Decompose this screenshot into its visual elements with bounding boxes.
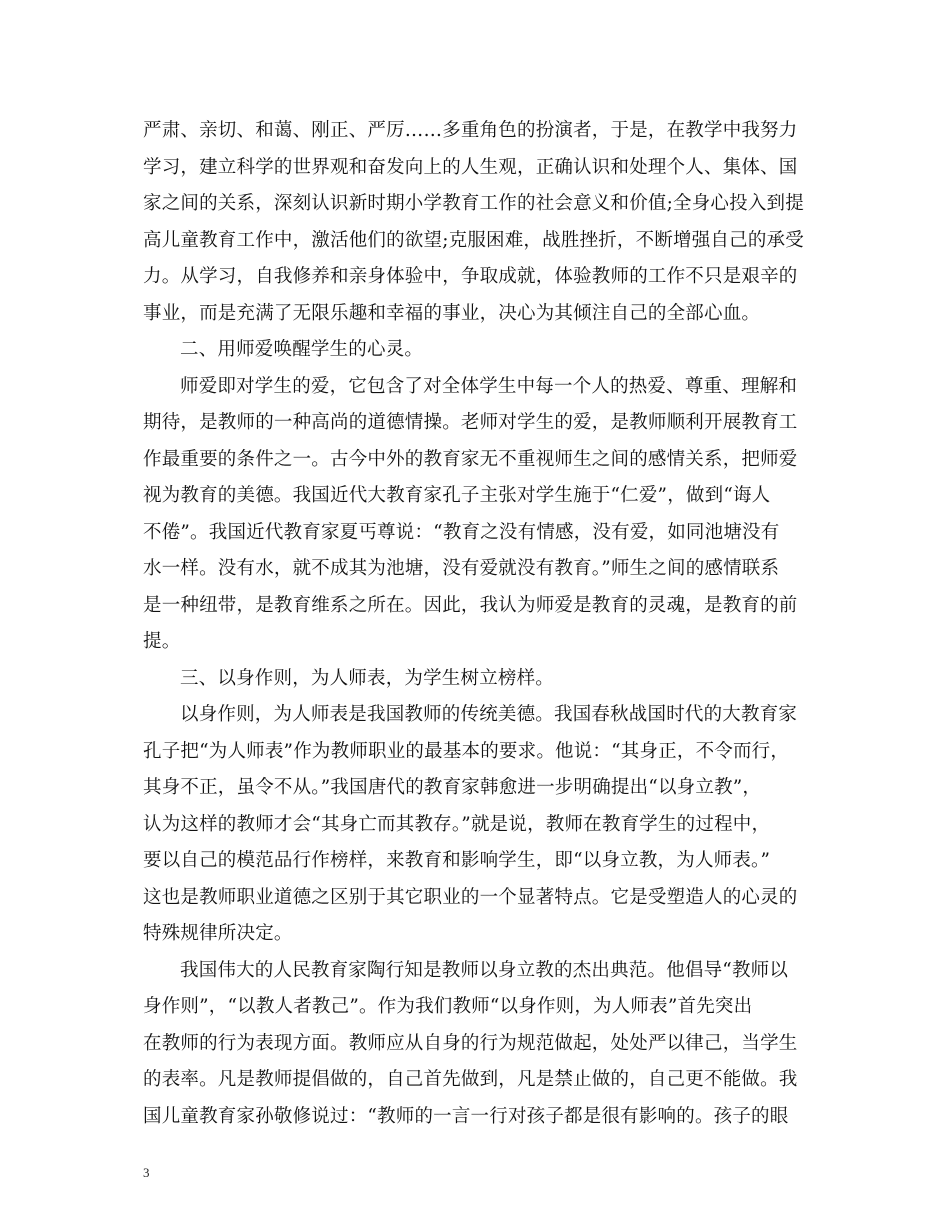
- text-line: 作最重要的条件之一。古今中外的教育家无不重视师生之间的感情关系，把师爱: [143, 448, 798, 470]
- text-line: 高儿童教育工作中，激活他们的欲望;克服困难，战胜挫折，不断增强自己的承受: [143, 229, 804, 251]
- text-line: 认为这样的教师才会“其身亡而其教存。”就是说，教师在教育学生的过程中，: [143, 813, 771, 835]
- text-line: 在教师的行为表现方面。教师应从自身的行为规范做起，处处严以律己，当学生: [143, 1032, 798, 1054]
- text-line: 师爱即对学生的爱，它包含了对全体学生中每一个人的热爱、尊重、理解和: [180, 375, 798, 397]
- text-line: 三、以身作则，为人师表，为学生树立榜样。: [180, 667, 555, 689]
- text-line: 严肃、亲切、和蔼、刚正、严厉……多重角色的扮演者，于是，在教学中我努力: [143, 120, 798, 141]
- text-line: 事业，而是充满了无限乐趣和幸福的事业，决心为其倾注自己的全部心血。: [143, 302, 761, 324]
- text-line: 提。: [143, 631, 181, 652]
- body-text: [143, 113, 823, 1135]
- text-line: 不倦”。我国近代教育家夏丐尊说：“教育之没有情感，没有爱，如同池塘没有: [143, 521, 780, 543]
- text-line: 力。从学习，自我修养和亲身体验中，争取成就，体验教师的工作不只是艰辛的: [143, 266, 798, 287]
- text-line: 视为教育的美德。我国近代大教育家孔子主张对学生施于“仁爱”，做到“诲人: [143, 485, 771, 506]
- text-line: 期待，是教师的一种高尚的道德情操。老师对学生的爱，是教师顺利开展教育工: [143, 412, 798, 433]
- text-line: 我国伟大的人民教育家陶行知是教师以身立教的杰出典范。他倡导“教师以: [180, 959, 789, 981]
- text-line: 特殊规律所决定。: [143, 923, 293, 944]
- text-line: 孔子把“为人师表”作为教师职业的最基本的要求。他说：“其身正，不令而行，: [143, 740, 790, 762]
- text-line: 家之间的关系，深刻认识新时期小学教育工作的社会意义和价值;全身心投入到提: [143, 193, 804, 214]
- text-line: 以身作则，为人师表是我国教师的传统美德。我国春秋战国时代的大教育家: [180, 704, 798, 725]
- page-number: 3: [143, 1165, 150, 1180]
- text-line: 水一样。没有水，就不成其为池塘，没有爱就没有教育。”师生之间的感情联系: [143, 558, 780, 579]
- text-line: 身作则”，“以教人者教己”。作为我们教师“以身作则，为人师表”首先突出: [143, 996, 753, 1017]
- text-line: 其身不正，虽令不从。”我国唐代的教育家韩愈进一步明确提出“以身立教”，: [143, 777, 762, 798]
- text-line: 要以自己的模范品行作榜样，来教育和影响学生，即“以身立教，为人师表。”: [143, 850, 771, 871]
- text-line: 国儿童教育家孙敬修说过：“教师的一言一行对孩子都是很有影响的。孩子的眼: [143, 1105, 789, 1127]
- text-line: 二、用师爱唤醒学生的心灵。: [180, 339, 424, 360]
- text-line: 的表率。凡是教师提倡做的，自己首先做到，凡是禁止做的，自己更不能做。我: [143, 1069, 798, 1090]
- text-line: 这也是教师职业道德之区别于其它职业的一个显著特点。它是受塑造人的心灵的: [143, 886, 798, 908]
- text-line: 是一种纽带，是教育维系之所在。因此，我认为师爱是教育的灵魂，是教育的前: [143, 594, 798, 616]
- text-line: 学习，建立科学的世界观和奋发向上的人生观，正确认识和处理个人、集体、国: [143, 156, 798, 178]
